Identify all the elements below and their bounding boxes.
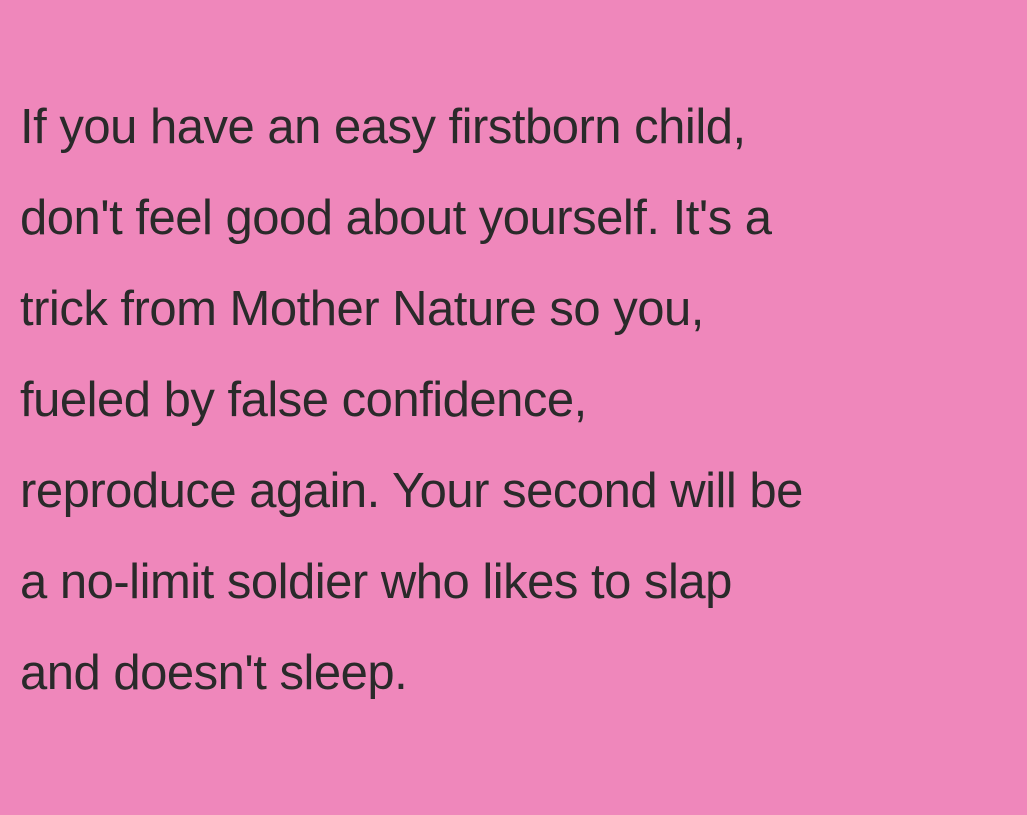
quote-line: trick from Mother Nature so you, (20, 282, 704, 336)
quote-line: a no-limit soldier who likes to slap (20, 555, 732, 609)
quote-line: reproduce again. Your second will be (20, 464, 803, 518)
quote-line: fueled by false confidence, (20, 373, 587, 427)
quote-text (20, 82, 1020, 719)
quote-line: If you have an easy firstborn child, (20, 100, 746, 154)
quote-line: and doesn't sleep. (20, 646, 408, 700)
quote-line: don't feel good about yourself. It's a (20, 191, 772, 245)
